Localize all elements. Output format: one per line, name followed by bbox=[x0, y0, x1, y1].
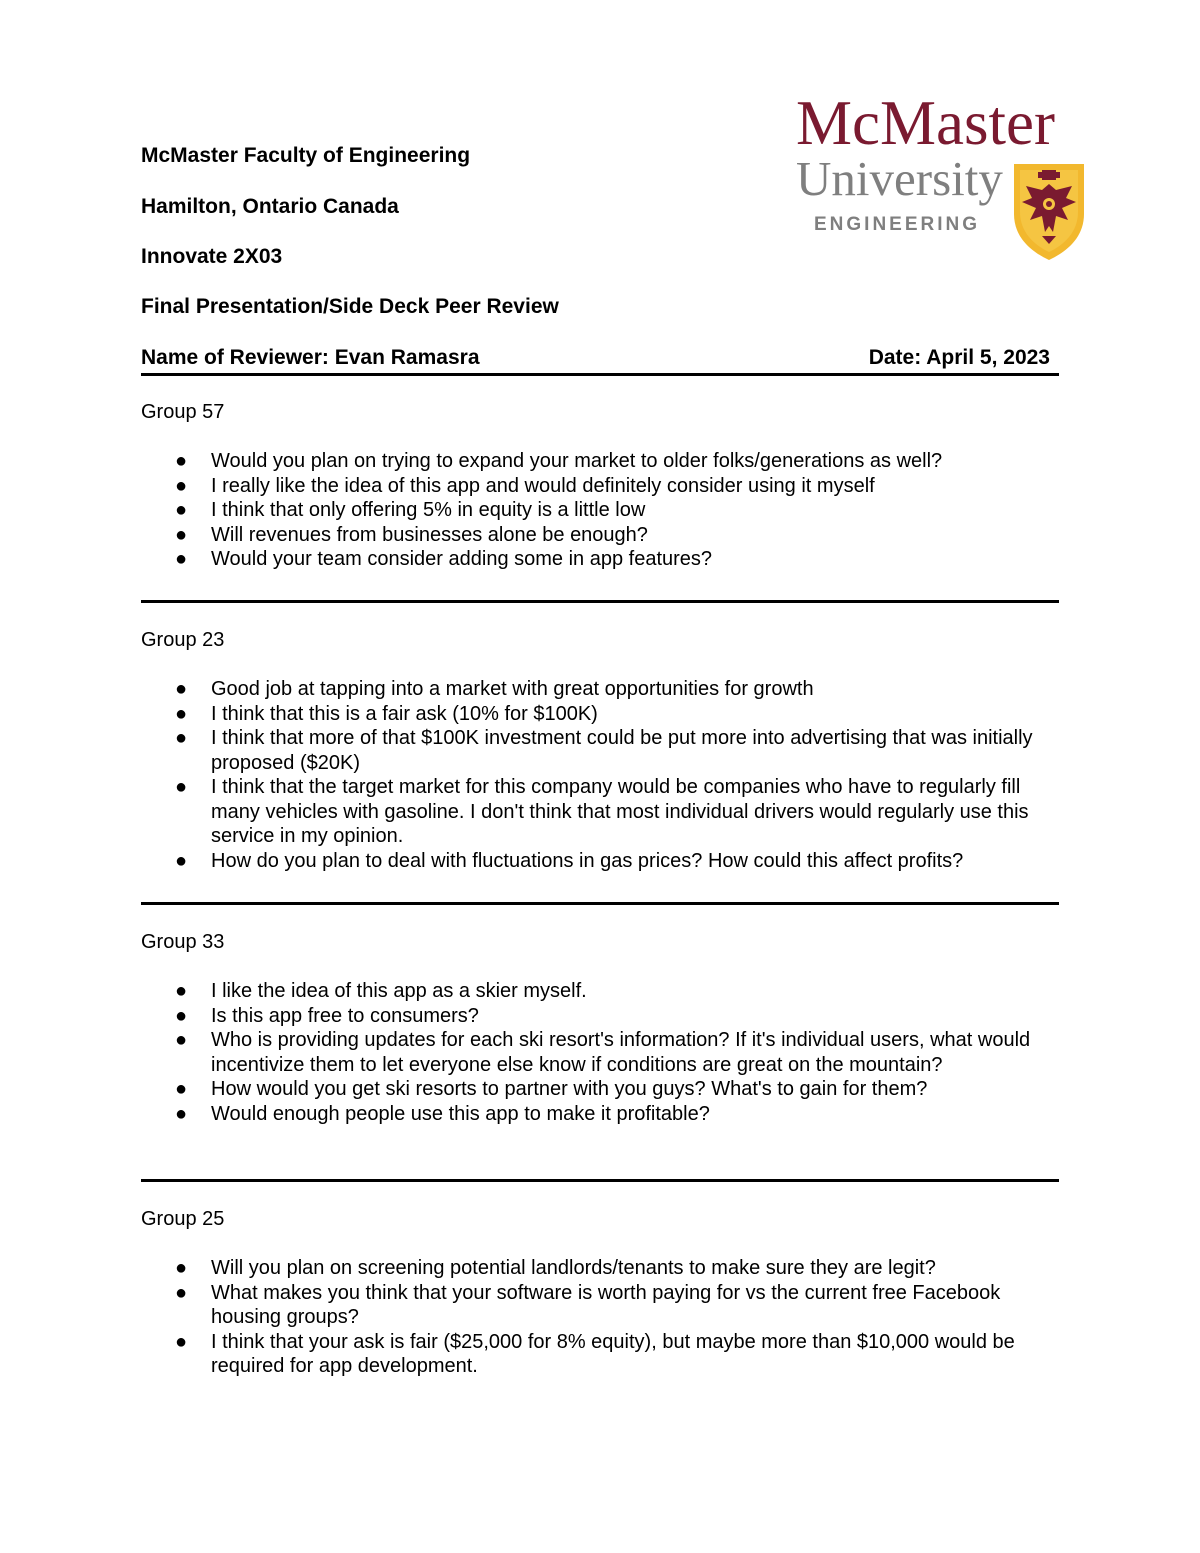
feedback-text: I like the idea of this app as a skier myself. bbox=[211, 980, 587, 1002]
group-title: Group 23 bbox=[141, 629, 225, 651]
list-item bbox=[0, 1077, 1059, 1102]
feedback-list bbox=[0, 449, 1200, 572]
list-item bbox=[0, 1281, 1059, 1330]
list-item bbox=[0, 1004, 1059, 1029]
feedback-text: Would enough people use this app to make it profitable? bbox=[211, 1102, 710, 1125]
feedback-text: I think that this is a fair ask (10% for $100K) bbox=[211, 702, 598, 725]
course-heading: Innovate 2X03 bbox=[141, 245, 283, 268]
list-item bbox=[0, 523, 1059, 548]
logo-university: University bbox=[796, 151, 1003, 206]
feedback-text: Would your team consider adding some in app features? bbox=[211, 548, 713, 570]
bullet-icon: ● bbox=[175, 727, 188, 749]
assignment-heading: Final Presentation/Side Deck Peer Review bbox=[141, 295, 559, 318]
bullet-icon: ● bbox=[175, 776, 188, 798]
bullet-icon: ● bbox=[175, 849, 188, 872]
feedback-list bbox=[0, 979, 1200, 1126]
bullet-icon: ● bbox=[175, 1330, 188, 1353]
bullet-icon: ● bbox=[175, 1281, 188, 1304]
bullet-icon: ● bbox=[175, 548, 188, 570]
feedback-text: Would you plan on trying to expand your market to older folks/generations as well? bbox=[211, 450, 943, 472]
list-item bbox=[0, 849, 1059, 874]
bullet-icon: ● bbox=[175, 980, 188, 1002]
list-item bbox=[0, 474, 1059, 499]
feedback-text: How do you plan to deal with fluctuations in gas prices? How could this affect profits? bbox=[211, 849, 964, 872]
feedback-text: I think that your ask is fair ($25,000 for 8% equity), but maybe more than $10,000 would be required for app development. bbox=[211, 1330, 1015, 1377]
bullet-icon: ● bbox=[175, 1257, 188, 1279]
bullet-icon: ● bbox=[175, 450, 188, 472]
bullet-icon: ● bbox=[175, 499, 188, 521]
feedback-text: I think that the target market for this company would be companies who have to regularly fill many vehicles with gasoline. I don't think that most individual drivers would regularly use this service in my opinion. bbox=[211, 776, 1029, 847]
bullet-icon: ● bbox=[175, 678, 188, 700]
feedback-text: Will revenues from businesses alone be enough? bbox=[211, 523, 648, 546]
bullet-icon: ● bbox=[175, 1102, 188, 1125]
list-item bbox=[0, 677, 1059, 702]
logo-wordmark: McMaster bbox=[796, 88, 1055, 158]
feedback-text: Will you plan on screening potential landlords/tenants to make sure they are legit? bbox=[211, 1257, 936, 1279]
bullet-icon: ● bbox=[175, 523, 188, 546]
bullet-icon: ● bbox=[175, 474, 188, 497]
mcmaster-engineering-logo bbox=[790, 88, 1100, 267]
feedback-text: I think that only offering 5% in equity is a little low bbox=[211, 499, 646, 521]
list-item bbox=[0, 702, 1059, 727]
list-item bbox=[0, 449, 1059, 474]
list-item bbox=[0, 547, 1059, 572]
feedback-text: Is this app free to consumers? bbox=[211, 1004, 479, 1027]
feedback-text: Who is providing updates for each ski resort's information? If it's individual users, what would incentivize them to let everyone else know if conditions are great on the mountain? bbox=[211, 1029, 1031, 1076]
list-item bbox=[0, 775, 1059, 849]
crest-shield-icon bbox=[1012, 162, 1086, 262]
list-item bbox=[0, 979, 1059, 1004]
header-divider bbox=[141, 373, 1059, 376]
feedback-text: How would you get ski resorts to partner with you guys? What's to gain for them? bbox=[211, 1078, 928, 1100]
faculty-heading: McMaster Faculty of Engineering bbox=[141, 144, 471, 167]
group-title: Group 57 bbox=[141, 401, 225, 423]
list-item bbox=[0, 1028, 1059, 1077]
bullet-icon: ● bbox=[175, 1078, 188, 1100]
list-item bbox=[0, 726, 1059, 775]
feedback-list bbox=[0, 1256, 1200, 1379]
bullet-icon: ● bbox=[175, 1004, 188, 1027]
feedback-text: What makes you think that your software is worth paying for vs the current free Facebook housing groups? bbox=[211, 1281, 1001, 1328]
group-title: Group 25 bbox=[141, 1208, 225, 1230]
list-item bbox=[0, 1102, 1059, 1127]
bullet-icon: ● bbox=[175, 702, 188, 725]
feedback-list bbox=[0, 677, 1200, 873]
list-item bbox=[0, 498, 1059, 523]
section-divider bbox=[141, 600, 1059, 603]
feedback-text: Good job at tapping into a market with great opportunities for growth bbox=[211, 678, 814, 700]
list-item bbox=[0, 1256, 1059, 1281]
feedback-text: I really like the idea of this app and would definitely consider using it myself bbox=[211, 474, 875, 497]
location-heading: Hamilton, Ontario Canada bbox=[141, 195, 399, 218]
logo-engineering: ENGINEERING bbox=[814, 214, 981, 235]
section-divider bbox=[141, 1179, 1059, 1182]
review-date: Date: April 5, 2023 bbox=[868, 346, 1050, 369]
list-item bbox=[0, 1330, 1059, 1379]
bullet-icon: ● bbox=[175, 1029, 188, 1051]
feedback-text: I think that more of that $100K investment could be put more into advertising that was initially proposed ($20K) bbox=[211, 727, 1033, 774]
reviewer-name: Name of Reviewer: Evan Ramasra bbox=[141, 346, 480, 369]
group-title: Group 33 bbox=[141, 931, 225, 953]
section-divider bbox=[141, 902, 1059, 905]
